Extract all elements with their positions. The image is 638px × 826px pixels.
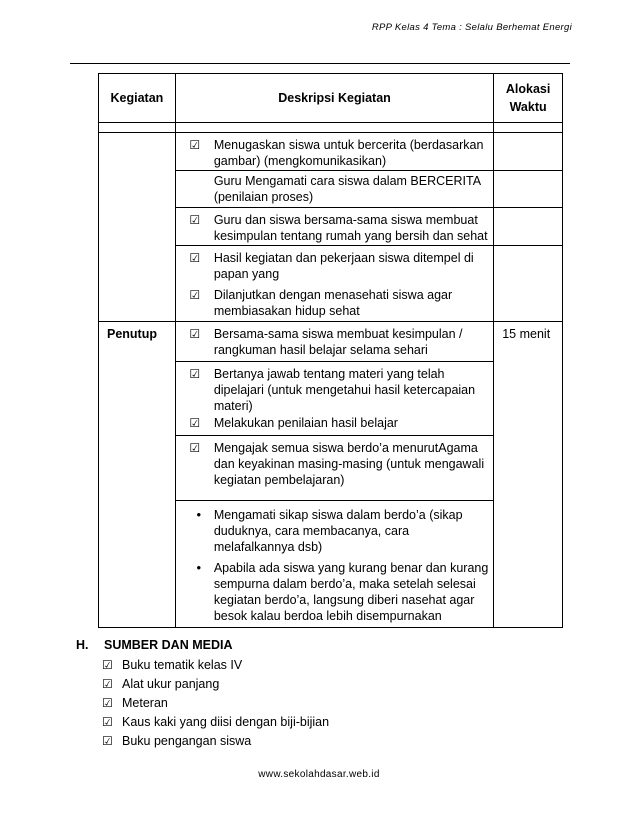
- checkbox-icon: ☑: [189, 441, 201, 455]
- checkbox-icon: ☑: [189, 327, 201, 341]
- list-item: ☑ Melakukan penilaian hasil belajar: [176, 415, 493, 435]
- checkbox-icon: ☑: [189, 138, 201, 152]
- checkbox-icon: ☑: [189, 367, 201, 381]
- running-header: RPP Kelas 4 Tema : Selalu Berhemat Energi: [371, 22, 572, 33]
- table-row-empty: [99, 123, 563, 133]
- checkbox-icon: ☑: [189, 288, 201, 302]
- list-item: ☑ Meteran: [102, 694, 329, 713]
- checkbox-icon: ☑: [102, 734, 113, 748]
- bullet-icon: •: [196, 507, 202, 522]
- list-item: ☑ Dilanjutkan dengan menasehati siswa agar membiasakan hidup sehat: [176, 283, 493, 321]
- list-item: ☑ Kaus kaki yang diisi dengan biji-bijian: [102, 713, 329, 732]
- list-item: • Mengamati sikap siswa dalam berdo’a (sikap duduknya, cara membacanya, cara melafalkannya dsb): [176, 501, 493, 556]
- checkbox-icon: ☑: [102, 658, 113, 672]
- section-h: [76, 638, 329, 751]
- list-item: ☑ Hasil kegiatan dan pekerjaan siswa ditempel di papan yang: [176, 246, 493, 283]
- header-rule: [70, 63, 570, 64]
- list-item: ☑ Alat ukur panjang: [102, 675, 329, 694]
- checkbox-icon: ☑: [102, 677, 113, 691]
- section-title: SUMBER DAN MEDIA: [104, 638, 233, 652]
- col-deskripsi-header: Deskripsi Kegiatan: [175, 74, 493, 123]
- list-item: ☑ Menugaskan siswa untuk bercerita (berdasarkan gambar) (mengkomunikasikan): [176, 133, 493, 170]
- col-kegiatan-header: Kegiatan: [99, 74, 176, 123]
- source-list: [76, 656, 329, 751]
- checkbox-icon: ☑: [189, 251, 201, 265]
- bullet-icon: •: [196, 560, 202, 575]
- table-row: [99, 133, 563, 171]
- col-alokasi-header: Alokasi Waktu: [494, 74, 563, 123]
- list-item: ☑ Bersama-sama siswa membuat kesimpulan / rangkuman hasil belajar selama sehari: [176, 322, 493, 361]
- list-item: ☑ Mengajak semua siswa berdo’a menurutAgama dan keyakinan masing-masing (untuk mengawali kegiatan pembelajaran): [176, 436, 493, 489]
- checkbox-icon: ☑: [189, 213, 201, 227]
- penutup-label: Penutup: [99, 322, 176, 628]
- table-header-row: [99, 74, 563, 123]
- list-item: ☑ Bertanya jawab tentang materi yang telah dipelajari (untuk mengetahui hasil ketercapaian materi): [176, 362, 493, 415]
- list-item: ☑ Guru dan siswa bersama-sama siswa membuat kesimpulan tentang rumah yang bersih dan sehat: [176, 208, 493, 245]
- list-item: • Apabila ada siswa yang kurang benar dan kurang sempurna dalam berdo’a, maka setelah selesai kegiatan berdo’a, langsung diberi nasehat agar besok kalau berdoa lebih disempurnakan: [176, 556, 493, 627]
- checkbox-icon: ☑: [189, 416, 201, 430]
- list-item: ☑ Buku pengangan siswa: [102, 732, 329, 751]
- checkbox-icon: ☑: [102, 696, 113, 710]
- section-letter: H.: [76, 638, 89, 652]
- penutup-time: 15 menit: [494, 322, 563, 628]
- section-heading: [76, 638, 329, 652]
- list-item: Guru Mengamati cara siswa dalam BERCERITA (penilaian proses): [213, 174, 481, 204]
- table-row-penutup: [99, 322, 563, 362]
- checkbox-icon: ☑: [102, 715, 113, 729]
- activity-table: [98, 73, 563, 628]
- list-item: ☑ Buku tematik kelas IV: [102, 656, 329, 675]
- footer-url: www.sekolahdasar.web.id: [258, 769, 380, 780]
